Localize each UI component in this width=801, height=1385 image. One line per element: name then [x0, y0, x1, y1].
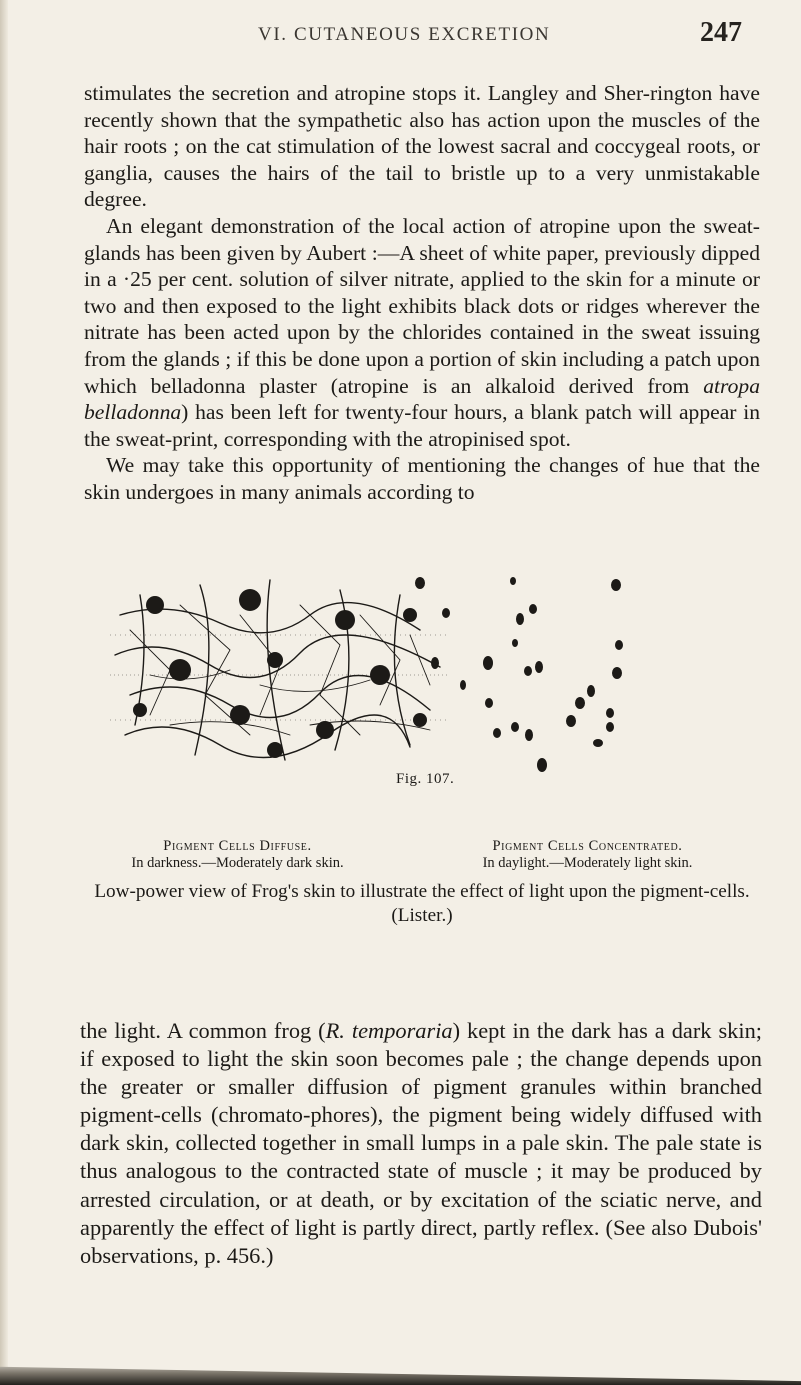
paragraph-2-part-b: ) has been left for twenty-four hours, a blank patch will appear in the sweat-print, corresponding with the atropinised spot. — [84, 400, 760, 451]
paragraph-4 — [80, 1017, 762, 1270]
page-bottom-edge — [0, 1359, 801, 1385]
diffuse-pigment-cells-illustration — [110, 575, 450, 770]
paragraph-2 — [84, 213, 760, 452]
paragraph-4-part-a: the light. A common frog ( — [80, 1018, 326, 1043]
figure-107 — [110, 575, 710, 807]
right-caption-title: Pigment Cells Concentrated. — [492, 838, 683, 854]
left-caption-sub: In darkness.—Moderately dark skin. — [131, 855, 344, 871]
paragraph-2-part-a: An elegant demonstration of the local action of atropine upon the sweat-glands has been given by Aubert :—A sheet of white paper, previously dipped in a ·25 per cent. solution of silver nitrate, applied to the skin for a minute or two and then exposed to the light exhibits black dots or ridges wherever the nitrate has been acted upon by the chlorides contained in the sweat issuing from the glands ; if this be done upon a portion of skin including a patch upon which belladonna plaster (atropine is an alkaloid derived from — [84, 213, 760, 398]
running-head: VI. CUTANEOUS EXCRETION — [258, 24, 551, 45]
paragraph-4-part-b: ) kept in the dark has a dark skin; if exposed to light the skin soon becomes pale ; the change depends upon the greater or smaller diffusion of pigment granules within branched pigment-cells (chromato-phores), the pigment being widely diffused with dark skin, collected together in small lumps in a pale skin. The pale state is thus analogous to the contracted state of muscle ; it may be produced by arrested circulation, or at death, or by excitation of the sciatic nerve, and apparently the effect of light is partly direct, partly reflex. (See also Dubois' observations, p. 456.) — [80, 1018, 762, 1268]
paragraph-1: stimulates the secretion and atropine stops it. Langley and Sher-rington have recently shown that the sympathetic also has action upon the muscles of the hair roots ; on the cat stimulation of the lowest sacral and coccygeal roots, or ganglia, causes the hairs of the tail to bristle up to a very unmistakable degree. — [84, 81, 760, 212]
paragraph-2-italic: atropa belladonna — [84, 373, 760, 425]
left-caption-title: Pigment Cells Diffuse. — [163, 838, 312, 854]
page-number: 247 — [700, 17, 742, 48]
paragraph-4-italic: R. temporaria — [325, 1018, 453, 1043]
right-caption-sub: In daylight.—Moderately light skin. — [482, 855, 693, 871]
page-header — [0, 14, 801, 54]
figure-left-caption — [110, 838, 365, 872]
figure-right-caption — [450, 838, 725, 872]
paragraph-3: We may take this opportunity of mentioning the changes of hue that the skin undergoes in many animals according to — [84, 453, 760, 504]
page-edge-shadow — [0, 0, 8, 1385]
figure-label: Fig. 107. — [396, 771, 455, 787]
concentrated-pigment-cells-illustration — [400, 575, 700, 790]
body-text-top — [84, 80, 760, 506]
body-text-bottom — [80, 1017, 762, 1270]
figure-caption: Low-power view of Frog's skin to illustrate the effect of light upon the pigment-cells. (Lister.) — [94, 881, 750, 926]
